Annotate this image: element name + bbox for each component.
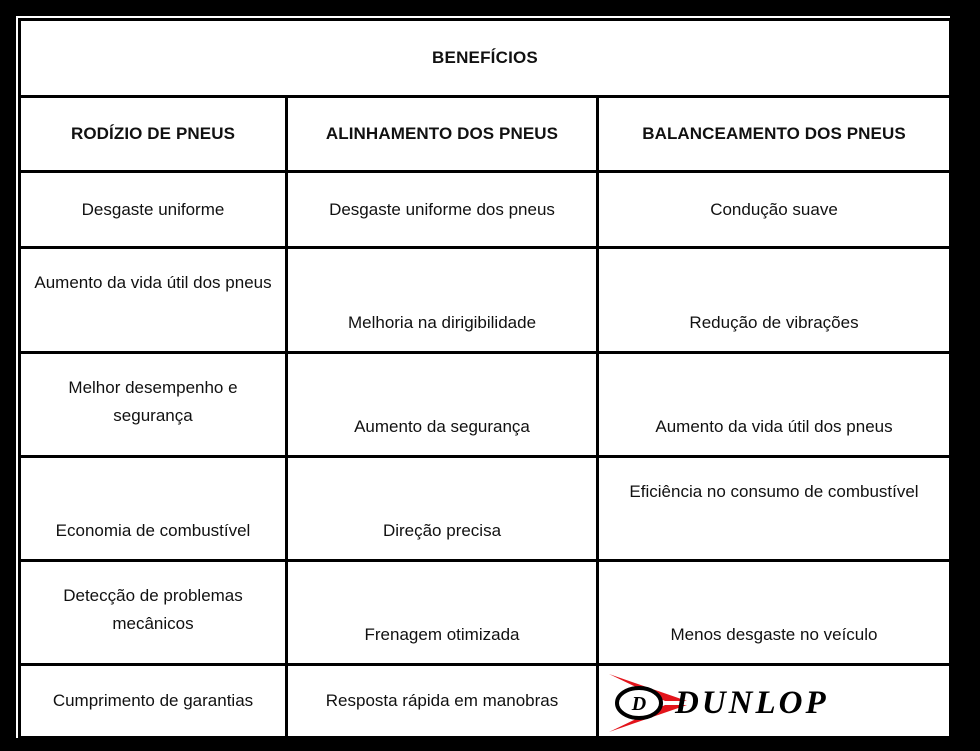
table-cell: Desgaste uniforme [20,172,287,248]
table-row [20,353,951,457]
table-cell: Direção precisa [287,457,598,561]
table-title: BENEFÍCIOS [20,20,951,97]
table-row [20,665,951,738]
table-row [20,248,951,353]
benefits-table [18,18,952,739]
logo-wordmark: DUNLOP [675,685,829,721]
table-cell: Aumento da vida útil dos pneus [20,248,287,353]
table-cell: Melhor desempenho e segurança [20,353,287,457]
table-cell: Frenagem otimizada [287,561,598,665]
table-cell: Aumento da vida útil dos pneus [598,353,951,457]
table-cell: Melhoria na dirigibilidade [287,248,598,353]
logo-cell [598,665,951,738]
table-cell: Resposta rápida em manobras [287,665,598,738]
table-row [20,172,951,248]
title-row [20,20,951,97]
table-cell: Eficiência no consumo de combustível [598,457,951,561]
table-cell: Condução suave [598,172,951,248]
table-row [20,561,951,665]
table-cell: Economia de combustível [20,457,287,561]
column-header-alinhamento: ALINHAMENTO DOS PNEUS [287,97,598,172]
table-cell: Cumprimento de garantias [20,665,287,738]
table-cell: Redução de vibrações [598,248,951,353]
column-header-balanceamento: BALANCEAMENTO DOS PNEUS [598,97,951,172]
dunlop-logo [605,670,935,736]
table-cell: Desgaste uniforme dos pneus [287,172,598,248]
logo-emblem-letter: D [631,693,647,715]
table-cell: Detecção de problemas mecânicos [20,561,287,665]
table-row [20,457,951,561]
column-header-rodizio: RODÍZIO DE PNEUS [20,97,287,172]
table-cell: Menos desgaste no veículo [598,561,951,665]
table-cell: Aumento da segurança [287,353,598,457]
header-row [20,97,951,172]
